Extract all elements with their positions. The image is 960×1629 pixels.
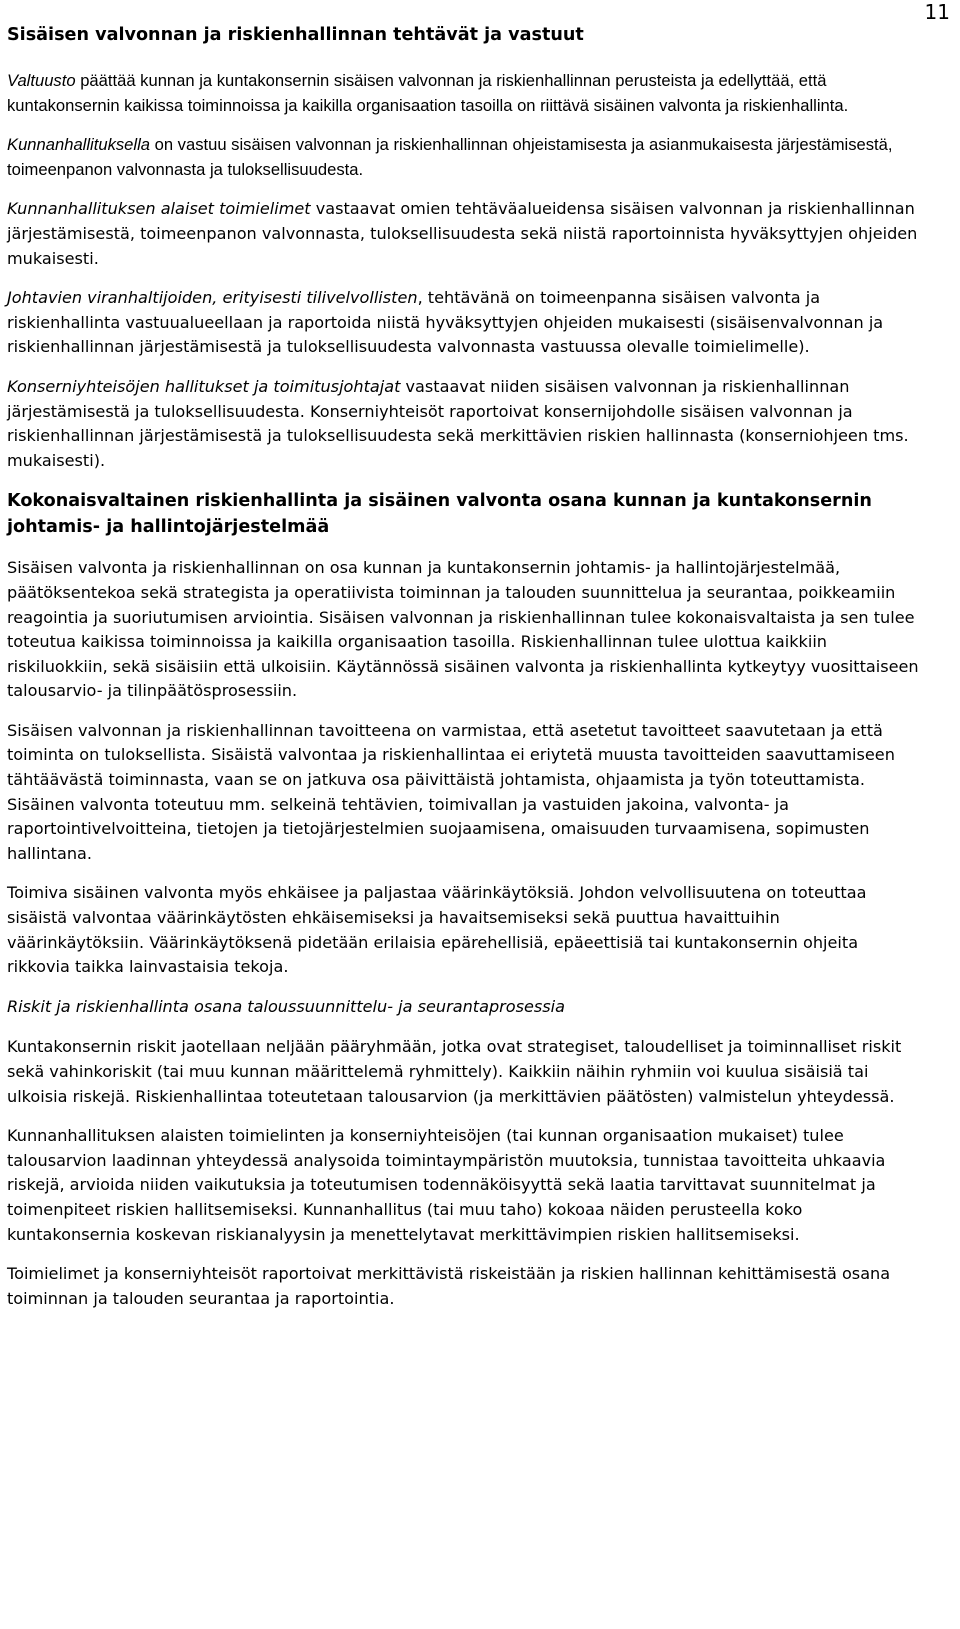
paragraph-emphasis: Konserniyhteisöjen hallitukset ja toimitusjohtajat: [7, 376, 401, 396]
paragraph-toimielimet: [7, 197, 919, 271]
paragraph-tavoite: Sisäisen valvonnan ja riskienhallinnan tavoitteena on varmistaa, että asetetut tavoitteet saavutetaan ja että toiminta on tuloksellista. Sisäistä valvontaa ja riskienhallintaa ei eriytetä muusta tavoitteiden saavuttamiseen tähtäävästä toiminnasta, vaan se on jatkuva osa päivittäistä johtamista, ohjaamista ja työn toteuttamista. Sisäinen valvonta toteutuu mm. selkeinä tehtävien, toimivallan ja vastuiden jakoina, valvonta- ja raportointivelvoitteina, tietojen ja tietojärjestelmien suojaamisena, omaisuuden turvaamisena, sopimusten hallintana.: [7, 720, 895, 863]
section-heading: Kokonaisvaltainen riskienhallinta ja sisäinen valvonta osana kunnan ja kuntakonsernin johtamis- ja hallintojärjestelmää: [7, 491, 872, 538]
subheading-riskit: Riskit ja riskienhallinta osana taloussuunnittelu- ja seurantaprosessia: [7, 996, 566, 1016]
paragraph-text: on vastuu sisäisen valvonnan ja riskienhallinnan ohjeistamisesta ja asianmukaisesta järjestämisestä, toimeenpanon valvonnasta ja tuloksellisuudesta.: [7, 135, 893, 179]
paragraph-valtuusto: [7, 69, 919, 118]
paragraph-raportointi: Toimielimet ja konserniyhteisöt raportoivat merkittävistä riskeistään ja riskien hallinnan kehittämisestä osana toiminnan ja talouden seurantaa ja raportointia.: [7, 1264, 891, 1308]
paragraph-text: päättää kunnan ja kuntakonsernin sisäisen valvonnan ja riskienhallinnan perusteista ja edellyttää, että kuntakonsernin kaikissa toiminnoissa ja kaikilla organisaation tasoilla on riittävä sisäinen valvonta ja riskienhallinta.: [7, 71, 849, 115]
paragraph-text: , tehtävänä on toimeenpanna sisäisen valvonta ja riskienhallinta vastuualueellaan ja raportoida niistä hyväksyttyjen ohjeiden mukaisesti (sisäisenvalvonnan ja riskienhallinnan järjestämisestä ja tuloksellisuudesta valvonnasta vastuussa olevalle toimielimelle).: [7, 288, 884, 357]
paragraph-emphasis: Valtuusto: [7, 71, 76, 90]
paragraph-emphasis: Johtavien viranhaltijoiden, erityisesti tilivelvollisten: [7, 288, 418, 308]
paragraph-johtamisjarjestelma: Sisäisen valvonta ja riskienhallinnan on osa kunnan ja kuntakonsernin johtamis- ja hallintojärjestelmää, päätöksentekoa sekä strategista ja operatiivista toiminnan ja talouden suunnittelua ja seurantaa, poikkeamiin reagointia ja suoriutumisen arviointia. Sisäisen valvonnan ja riskienhallinnan tulee kokonaisvaltaista ja sen tulee toteutua kaikissa toiminnoissa ja kaikilla organisaation tasoilla. Riskienhallinnan tulee ulottua kaikkiin riskiluokkiin, sekä sisäisiin että ulkoisiin. Käytännössä sisäinen valvonta ja riskienhallinta kytkeytyy vuosittaiseen talousarvio- ja tilinpäätösprosessiin.: [7, 558, 919, 701]
paragraph-konserniyhteisot: [7, 375, 919, 473]
paragraph-emphasis: Kunnanhallituksella: [7, 135, 150, 155]
main-heading: Sisäisen valvonnan ja riskienhallinnan tehtävät ja vastuut: [7, 25, 584, 45]
paragraph-vaarinkaytokset: Toimiva sisäinen valvonta myös ehkäisee ja paljastaa väärinkäytöksiä. Johdon velvollisuutena on toteuttaa sisäistä valvontaa väärinkäytösten ehkäisemiseksi ja havaitsemiseksi sekä puuttua havaittuihin väärinkäytöksiin. Väärinkäytöksenä pidetään erilaisia epärehellisiä, epäeettisiä tai kuntakonsernin ohjeita rikkovia taikka lainvastaisia tekoja.: [7, 883, 867, 977]
paragraph-viranhaltijat: [7, 286, 919, 360]
document-body: [7, 22, 919, 1326]
paragraph-riskianalyysi: Kunnanhallituksen alaisten toimielinten ja konserniyhteisöjen (tai kunnan organisaation mukaiset) tulee talousarvion laadinnan yhteydessä analysoida toimintaympäristön muutoksia, tunnistaa tavoitteita uhkaavia riskejä, arvioida niiden vaikutuksia ja toteutumisen todennäköisyyttä sekä laatia tarvittavat suunnitelmat ja toimenpiteet riskien hallitsemiseksi. Kunnanhallitus (tai muu taho) kokoaa näiden perusteella koko kuntakonsernia koskevan riskianalyysin ja menettelytavat merkittävimpien riskien hallitsemiseksi.: [7, 1126, 886, 1244]
paragraph-text: vastaavat omien tehtäväalueidensa sisäisen valvonnan ja riskienhallinnan järjestämisestä, toimeenpanon valvonnasta, tuloksellisuudesta sekä niistä raportoinnista hyväksyttyjen ohjeiden mukaisesti.: [7, 199, 918, 268]
paragraph-text: vastaavat niiden sisäisen valvonnan ja riskienhallinnan järjestämisestä ja tuloksellisuudesta. Konserniyhteisöt raportoivat konsernijohdolle sisäisen valvonnan ja riskienhallinnan järjestämisestä ja tuloksellisuudesta sekä merkittävien riskien hallinnasta (konserniohjeen tms. mukaisesti).: [7, 376, 909, 470]
page-number: 11: [924, 0, 950, 24]
paragraph-riskiryhmat: Kuntakonsernin riskit jaotellaan neljään pääryhmään, jotka ovat strategiset, taloudelliset ja toiminnalliset riskit sekä vahinkoriskit (tai muu kunnan määrittelemä ryhmittely). Kaikkiin näihin ryhmiin voi kuulua sisäisiä tai ulkoisia riskejä. Riskienhallintaa toteutetaan talousarvion (ja merkittävien päätösten) valmistelun yhteydessä.: [7, 1037, 902, 1106]
paragraph-kunnanhallitus: [7, 133, 919, 182]
paragraph-emphasis: Kunnanhallituksen alaiset toimielimet: [7, 199, 311, 219]
